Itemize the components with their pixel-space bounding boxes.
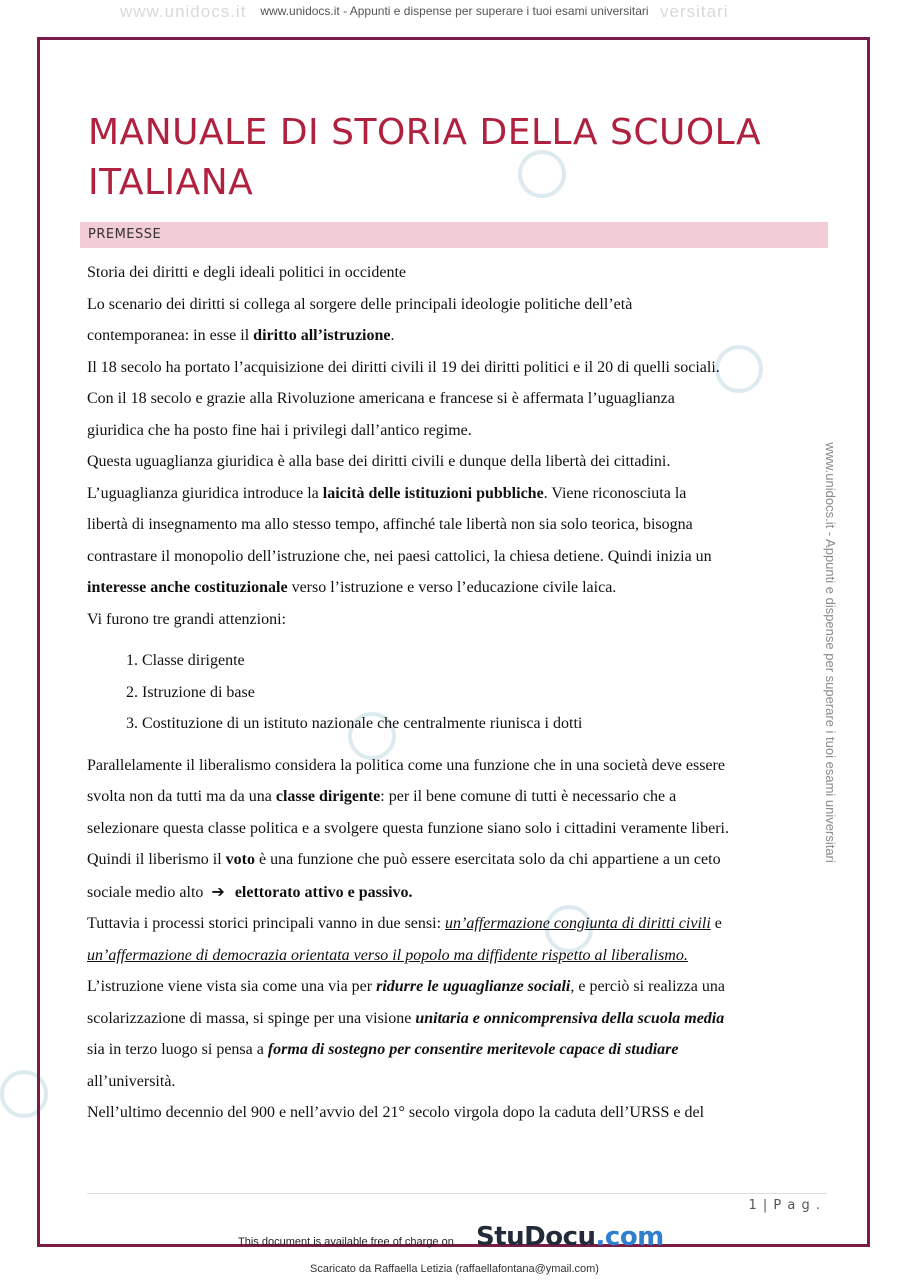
paragraph-line: sia in terzo luogo si pensa a forma di sostegno per consentire meritevole capace di studiare xyxy=(87,1041,679,1058)
availability-notice: This document is available free of charge on xyxy=(238,1236,454,1248)
paragraph-line: Storia dei diritti e degli ideali politici in occidente xyxy=(87,264,407,281)
paragraph-line: Quindi il liberismo il voto è una funzione che può essere esercitata solo da chi appartiene a un ceto xyxy=(87,851,721,868)
paragraph-line: scolarizzazione di massa, si spinge per una visione unitaria e onnicomprensiva della scuola media xyxy=(87,1009,725,1027)
numbered-list xyxy=(87,645,827,740)
paragraph-line: all’università. xyxy=(87,1072,176,1090)
paragraph-line: L’istruzione viene vista sia come una via per ridurre le uguaglianze sociali, e perciò si realizza una xyxy=(87,978,725,995)
document-body xyxy=(87,257,827,1129)
arrow-right-icon: ➔ xyxy=(211,881,225,901)
footer-divider xyxy=(87,1193,827,1194)
section-label: PREMESSE xyxy=(88,227,162,242)
watermark-top: www.unidocs.it - Appunti e dispense per superare i tuoi esami universitari xyxy=(260,4,649,18)
paragraph-line: Lo scenario dei diritti si collega al sorgere delle principali ideologie politiche dell’età xyxy=(87,295,633,313)
list-item: 2. Istruzione di base xyxy=(142,677,827,709)
watermark-right: www.unidocs.it - Appunti e dispense per superare i tuoi esami universitari xyxy=(822,442,838,863)
paragraph-line: Questa uguaglianza giuridica è alla base dei diritti civili e dunque della libertà dei cittadini. xyxy=(87,453,671,470)
paragraph-line: Parallelamente il liberalismo considera la politica come una funzione che in una società deve essere xyxy=(87,756,725,774)
paragraph-line: sociale medio alto ➔ elettorato attivo e passivo. xyxy=(87,876,827,909)
paragraph-line: Il 18 secolo ha portato l’acquisizione dei diritti civili il 19 dei diritti politici e il 20 di quelli sociali. xyxy=(87,358,720,376)
studocu-logo[interactable]: StuDocu.com xyxy=(476,1222,664,1252)
page-number: 1 | P a g . xyxy=(748,1198,821,1213)
document-title: MANUALE DI STORIA DELLA SCUOLA ITALIANA xyxy=(88,112,762,203)
watermark-faint-left: www.unidocs.it xyxy=(120,2,247,21)
paragraph-line: contemporanea: in esse il diritto all’istruzione. xyxy=(87,327,395,344)
paragraph-line: libertà di insegnamento ma allo stesso tempo, affinché tale libertà non sia solo teorica, bisogna xyxy=(87,516,693,533)
list-item: 1. Classe dirigente xyxy=(142,645,827,677)
paragraph-line: Vi furono tre grandi attenzioni: xyxy=(87,610,286,628)
paragraph-line: L’uguaglianza giuridica introduce la laicità delle istituzioni pubbliche. Viene riconosciuta la xyxy=(87,484,687,502)
paragraph-line: selezionare questa classe politica e a svolgere questa funzione siano solo i cittadini veramente liberi. xyxy=(87,819,729,837)
paragraph-line: interesse anche costituzionale verso l’istruzione e verso l’educazione civile laica. xyxy=(87,579,617,596)
download-info: Scaricato da Raffaella Letizia (raffaellafontana@ymail.com) xyxy=(310,1263,599,1275)
paragraph-line: Tuttavia i processi storici principali vanno in due sensi: un’affermazione congiunta di diritti civili e xyxy=(87,915,722,932)
paragraph-line: svolta non da tutti ma da una classe dirigente: per il bene comune di tutti è necessario che a xyxy=(87,788,677,805)
watermark-faint-right: versitari xyxy=(660,2,729,21)
paragraph-line: Con il 18 secolo e grazie alla Rivoluzione americana e francese si è affermata l’uguaglianza xyxy=(87,390,675,407)
paragraph-line: un’affermazione di democrazia orientata verso il popolo ma diffidente rispetto al liberalismo. xyxy=(87,946,688,964)
list-item: 3. Costituzione di un istituto nazionale che centralmente riunisca i dotti xyxy=(142,708,827,740)
paragraph-line: Nell’ultimo decennio del 900 e nell’avvio del 21° secolo virgola dopo la caduta dell’URSS e del xyxy=(87,1104,705,1121)
paragraph-line: contrastare il monopolio dell’istruzione che, nei paesi cattolici, la chiesa detiene. Quindi inizia un xyxy=(87,547,712,565)
section-header xyxy=(80,222,828,248)
paragraph-line: giuridica che ha posto fine hai i privilegi dall’antico regime. xyxy=(87,421,472,439)
